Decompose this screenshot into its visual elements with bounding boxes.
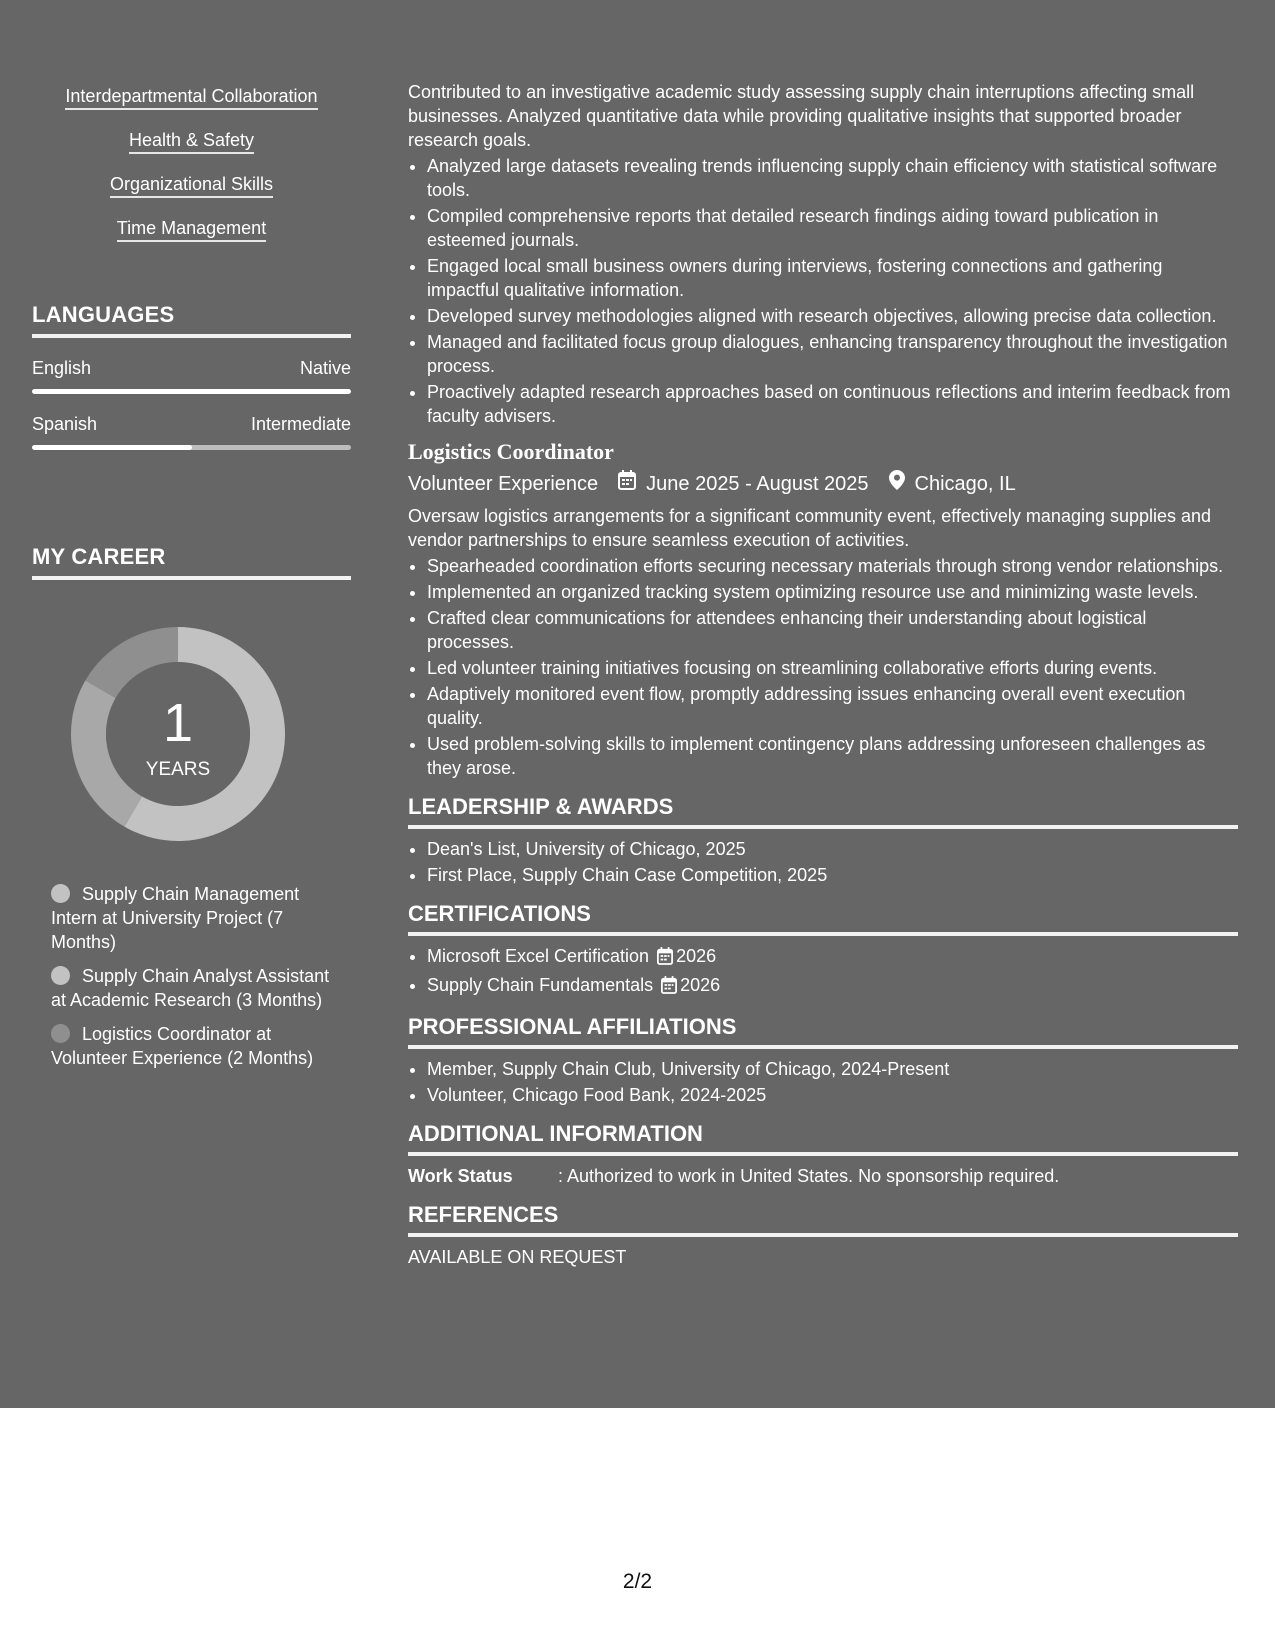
skill-item: Interdepartmental Collaboration [65, 85, 317, 110]
job-org: Volunteer Experience [408, 473, 599, 495]
language-bar [32, 389, 351, 394]
certification-name: Supply Chain Fundamentals [427, 975, 654, 995]
career-legend-item [51, 964, 341, 1012]
affiliation-item: • Volunteer, Chicago Food Bank, 2024-2025 [427, 1083, 1238, 1107]
language-bar-fill [32, 389, 351, 394]
career-donut-chart [67, 623, 289, 845]
job-meta [408, 470, 1238, 498]
affiliations-title: PROFESSIONAL AFFILIATIONS [408, 1014, 1238, 1049]
references-text: AVAILABLE ON REQUEST [408, 1247, 627, 1267]
career-legend-text: Supply Chain Management Intern at University Project (7 Months) [51, 884, 300, 952]
award-item: • Dean's List, University of Chicago, 2025 [427, 837, 1238, 861]
certification-year: 2026 [680, 975, 721, 995]
language-spanish [32, 414, 351, 450]
languages-title: LANGUAGES [32, 302, 351, 338]
affiliation-item: • Member, Supply Chain Club, University of Chicago, 2024-Present [427, 1057, 1238, 1081]
job-dates: June 2025 - August 2025 [646, 473, 869, 495]
certification-name: Microsoft Excel Certification [427, 946, 650, 966]
language-name: English [32, 358, 92, 378]
language-level: Intermediate [250, 414, 351, 434]
languages-section [32, 302, 351, 450]
leadership-list [408, 837, 1238, 887]
skill-item: Time Management [117, 217, 266, 242]
left-column [32, 85, 351, 1068]
bullet-item: • Managed and facilitated focus group dialogues, enhancing transparency throughout the investigation process. [427, 330, 1238, 378]
bullet-item: • Developed survey methodologies aligned with research objectives, allowing precise data collection. [427, 304, 1238, 328]
legend-dot-icon [51, 966, 70, 985]
right-column [408, 80, 1238, 1269]
bullet-item: • Engaged local small business owners during interviews, fostering connections and gathering impactful qualitative information. [427, 254, 1238, 302]
job-summary: Oversaw logistics arrangements for a significant community event, effectively managing supplies and vendor partnerships to ensure seamless execution of activities. [408, 506, 1212, 550]
certification-year: 2026 [676, 946, 717, 966]
bullet-item: • Proactively adapted research approaches based on continuous reflections and interim feedback from faculty advisers. [427, 380, 1238, 428]
work-status-value: : Authorized to work in United States. No sponsorship required. [558, 1166, 1060, 1186]
language-bar [32, 445, 351, 450]
legend-dot-icon [51, 1024, 70, 1043]
skills-list [32, 85, 351, 261]
bullet-item: • Crafted clear communications for attendees enhancing their understanding about logistical processes. [427, 606, 1238, 654]
language-english [32, 358, 351, 394]
skill-item: Organizational Skills [110, 173, 273, 198]
references-title: REFERENCES [408, 1202, 1238, 1237]
bullet-item: • Spearheaded coordination efforts securing necessary materials through strong vendor relationships. [427, 554, 1238, 578]
work-status-label: Work Status [408, 1166, 513, 1186]
language-name: Spanish [32, 414, 98, 434]
bullet-item: • Used problem-solving skills to implement contingency plans addressing unforeseen challenges as they arose. [427, 732, 1238, 780]
career-legend-item [51, 882, 341, 954]
career-legend [51, 882, 341, 1080]
affiliations-list [408, 1057, 1238, 1107]
research-summary: Contributed to an investigative academic study assessing supply chain interruptions affecting small businesses. Analyzed quantitative data while providing qualitative insights that supported broader research goals. [408, 82, 1195, 150]
certifications-title: CERTIFICATIONS [408, 901, 1238, 936]
bullet-item: • Implemented an organized tracking system optimizing resource use and minimizing waste levels. [427, 580, 1238, 604]
leadership-title: LEADERSHIP & AWARDS [408, 794, 1238, 829]
calendar-icon [657, 947, 673, 971]
job-title: Logistics Coordinator [408, 439, 614, 464]
job-bullets [408, 554, 1238, 780]
calendar-icon [661, 976, 677, 1000]
language-bar-fill [32, 445, 192, 450]
job-location: Chicago, IL [914, 473, 1016, 495]
career-legend-text: Supply Chain Analyst Assistant at Academic Research (3 Months) [51, 966, 330, 1010]
calendar-icon [618, 470, 636, 498]
career-legend-text: Logistics Coordinator at Volunteer Experience (2 Months) [51, 1024, 314, 1068]
career-legend-item [51, 1022, 341, 1070]
work-status-row [408, 1164, 1238, 1188]
certifications-list [408, 944, 1238, 1000]
certification-item [427, 973, 1238, 1000]
career-title: MY CAREER [32, 544, 351, 580]
research-bullets [408, 154, 1238, 428]
location-pin-icon [889, 470, 905, 498]
bullet-item: • Compiled comprehensive reports that detailed research findings aiding toward publication in esteemed journals. [427, 204, 1238, 252]
bullet-item: • Analyzed large datasets revealing trends influencing supply chain efficiency with statistical software tools. [427, 154, 1238, 202]
additional-info-title: ADDITIONAL INFORMATION [408, 1121, 1238, 1156]
skill-item: Health & Safety [129, 129, 254, 154]
years-number: 1 [162, 693, 194, 753]
legend-dot-icon [51, 884, 70, 903]
page-number: 2/2 [622, 1570, 653, 1593]
award-item: • First Place, Supply Chain Case Competition, 2025 [427, 863, 1238, 887]
years-label: YEARS [145, 759, 211, 780]
career-section [32, 544, 351, 580]
bullet-item: • Led volunteer training initiatives focusing on streamlining collaborative efforts during events. [427, 656, 1238, 680]
certification-item [427, 944, 1238, 971]
bullet-item: • Adaptively monitored event flow, promptly addressing issues enhancing overall event execution quality. [427, 682, 1238, 730]
language-level: Native [299, 358, 351, 378]
